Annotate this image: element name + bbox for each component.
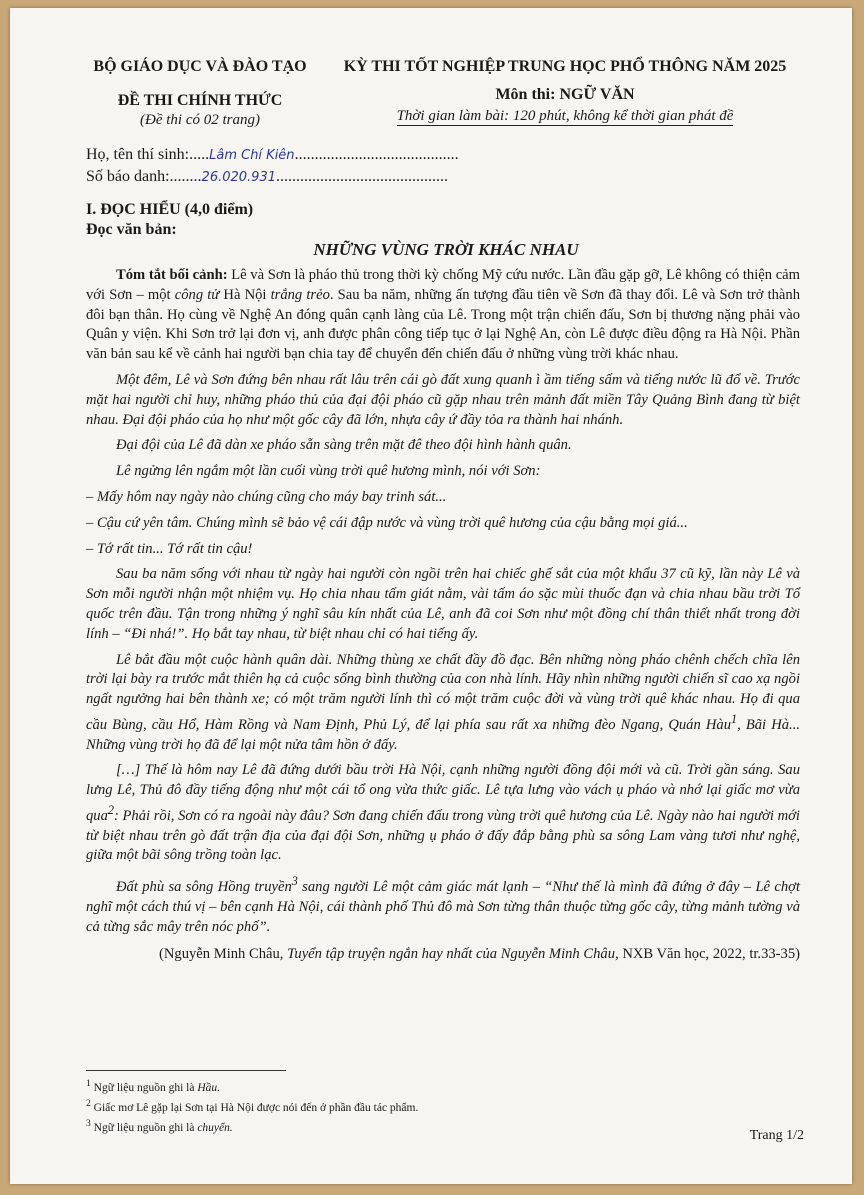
paragraph-10a: Đất phù sa sông Hồng truyền — [116, 879, 292, 896]
candidate-name-label: Họ, tên thí sinh:..... — [86, 146, 210, 163]
header-right — [330, 58, 800, 126]
summary-paragraph — [86, 266, 800, 365]
passage-title: NHỮNG VÙNG TRỜI KHÁC NHAU — [313, 240, 579, 259]
summary-italic-a: công tử — [174, 286, 220, 303]
footnote-2: $^2$ Giấc mơ Lê gặp lại Sơn tại Hà Nội được nói đến ở phần đầu tác phẩm. — [86, 1097, 419, 1114]
summary-text-b: Hà Nội — [219, 286, 271, 303]
paragraph-9b: : Phải rồi, Sơn có ra ngoài này đâu? Sơn đang chiến đấu trong vùng trời quê hương của Lê. Ngày nào hai người mới từ biệt nhau trên gò đất trận địa của đại đội Sơn, những ụ pháo ở đấy đắp bằng phù sa sông Lam vàng tươi như nghệ, giữa một bãi sông trồng toàn lạc. — [86, 807, 800, 864]
paragraph-6: – Tớ rất tin... Tớ rất tin cậu! — [86, 540, 253, 557]
official-label: ĐỀ THI CHÍNH THỨC — [117, 92, 283, 109]
footnote-1-text: Ngữ liệu nguồn ghi là — [93, 1081, 198, 1094]
paragraph-9: […] Thế là hôm nay Lê đã đứng dưới bầu trời Hà Nội, cạnh những người đồng đội mới và cũ. Trời gần sáng. Sau lưng Lê, Thủ đô đầy tiếng động như một cái tổ ong vừa thức giấc. Lê tựa lưng vào vách ụ pháo và nhớ lại giấc mơ vừa qua$^2$: Phải rồi, Sơn có ra ngoài này đâu? Sơn đang chiến đấu trong vùng trời quê hương của Lê. Ngày nào hai người mới từ biệt nhau trên gò đất trận địa của đại đội Sơn, những ụ pháo ở đấy đắp bằng phù sa sông Lam vàng tươi như nghệ, giữa một bãi sông trồng toàn lạc. — [86, 762, 800, 864]
candidate-name-line — [86, 146, 459, 164]
summary-italic-b: trắng trẻo — [270, 286, 330, 303]
section-heading: I. ĐỌC HIỂU (4,0 điểm) — [86, 201, 254, 218]
header-left — [80, 58, 320, 129]
paragraph-8a: Lê bắt đầu một cuộc hành quân dài. Những thùng xe chất đầy đồ đạc. Bên những nòng pháo chênh chếch chĩa lên trời lại bày ra trước mắt thiên hạ cả cuộc sống bình thường của con nhà lính. Hãy nhìn những người chiến sĩ cao xạ ngồi ngất ngưởng hai bên thành xe; có một trăm người lính thì có một trăm cuộc đời và vùng trời quê khác nhau. Họ đi qua cầu Bùng, cầu Hổ, Hàm Rồng và Nam Định, Phủ Lý, để lại phía sau rất xa những đèo Ngang, Quán Hàu — [86, 651, 800, 733]
paragraph-9a: […] Thế là hôm nay Lê đã đứng dưới bầu trời Hà Nội, cạnh những người đồng đội mới và cũ. Trời gần sáng. Sau lưng Lê, Thủ đô đầy tiếng động như một cái tổ ong vừa thức giấc. Lê tựa lưng vào vách ụ pháo và nhớ lại giấc mơ vừa qua — [86, 762, 800, 824]
passage-body — [86, 266, 800, 971]
candidate-id-label: Số báo danh:........ — [86, 168, 202, 185]
footnote-3: $^3$ Ngữ liệu nguồn ghi là chuyển. — [86, 1117, 233, 1134]
paragraph-10b: sang người Lê một cảm giác mát lạnh – “Như thế là mình đã đứng ở đây – Lê chợt nghĩ một cách thú vị – bên cạnh Hà Nội, cái thành phố Thủ đô mà Sơn từng thân thuộc từng gốc cây, từng mảnh tường và cả từng sắc mây trên nóc phố”. — [86, 879, 800, 935]
footnote-divider — [86, 1070, 286, 1071]
candidate-name-value: Lâm Chí Kiên — [209, 148, 295, 163]
paragraph-1: Một đêm, Lê và Sơn đứng bên nhau rất lâu trên cái gò đất xung quanh ì ầm tiếng sấm và tiếng nước lũ đổ về. Trước mặt hai người chỉ huy, những pháo thủ của đại đội pháo cũ gặp nhau trên mảnh đất miền Tây Quảng Bình đang từ biệt nhau. Đại đội pháo của họ như một gốc cây đã lớn, nhựa cây ứ đầy tỏa ra thành hai nhánh. — [86, 371, 800, 428]
paragraph-4: – Mấy hôm nay ngày nào chúng cũng cho máy bay trinh sát... — [86, 488, 447, 505]
footnote-2-text: Giấc mơ Lê gặp lại Sơn tại Hà Nội được nói đến ở phần đầu tác phẩm. — [93, 1101, 419, 1114]
footnote-3-text: Ngữ liệu nguồn ghi là — [93, 1121, 198, 1134]
paragraph-2: Đại đội của Lê đã dàn xe pháo sẵn sàng trên mặt đê theo đội hình hành quân. — [116, 437, 572, 454]
paragraph-5: – Cậu cứ yên tâm. Chúng mình sẽ bảo vệ cái đập nước và vùng trời quê hương của cậu bằng mọi giá... — [86, 514, 688, 531]
section-subheading: Đọc văn bản: — [86, 221, 177, 238]
paragraph-7: Sau ba năm sống với nhau từ ngày hai người còn ngồi trên hai chiếc ghế sắt của một khẩu 37 cũ kỹ, lần này Lê và Sơn mỗi người nhận một nhiệm vụ. Họ chia nhau tấm giát nằm, vài tấm áo sặc mùi thuốc đạn và chia nhau bầu trời Tổ quốc trên đầu. Tận trong những ý nghĩ sâu kín nhất của Lê, anh đã coi Sơn như một đồng chí thân thiết nhất trong đời lính – “Đi nhá!”. Họ bắt tay nhau, từ biệt nhau chỉ có hai tiếng ấy. — [86, 566, 800, 642]
candidate-name-dots: ......................................... — [294, 146, 459, 163]
footnote-1-italic: Hầu. — [197, 1081, 221, 1094]
source-author: (Nguyễn Minh Châu, — [159, 946, 288, 963]
pages-note: (Đề thi có 02 trang) — [140, 112, 260, 128]
candidate-id-dots: ........................................... — [275, 168, 448, 185]
summary-label: Tóm tắt bối cảnh: — [116, 267, 228, 283]
candidate-id-value: 26.020.931 — [201, 170, 276, 185]
summary-text-c: . Sau ba năm, những ấn tượng đầu tiên về Sơn đã thay đổi. Lê và Sơn trở thành đôi bạn thân. Họ cùng về Nghệ An đóng quân cạnh làng của Lê. Trong một trận chiến đấu, Sơn bị thương nặng phải vào Quân y viện. Khi Sơn trở lại đơn vị, anh được phân công tiếp tục ở lại Nghệ An, còn Lê được điều động ra Hà Nội. Phần văn bản sau kể về cảnh hai người bạn chia tay để chuyển đến chiến đấu ở những vùng trời khác nhau. — [86, 286, 801, 363]
summary-text-a: Lê và Sơn là pháo thủ trong thời kỳ chống Mỹ cứu nước. Lần đầu gặp gỡ, Lê không có thiện cảm với Sơn – một — [86, 267, 801, 303]
time-note — [330, 108, 800, 126]
paragraph-8b: , Bãi Hà... Những vùng trời họ đã để lại một nửa tâm hồn ở đấy. — [86, 716, 800, 753]
paragraph-8: Lê bắt đầu một cuộc hành quân dài. Những thùng xe chất đầy đồ đạc. Bên những nòng pháo chênh chếch chĩa lên trời lại bày ra trước mắt thiên hạ cả cuộc sống bình thường của con nhà lính. Hãy nhìn những người chiến sĩ cao xạ ngồi ngất ngưởng hai bên thành xe; có một trăm người lính thì có một trăm cuộc đời và vùng trời quê khác nhau. Họ đi qua cầu Bùng, cầu Hổ, Hàm Rồng và Nam Định, Phủ Lý, để lại phía sau rất xa những đèo Ngang, Quán Hàu$^1$, Bãi Hà... Những vùng trời họ đã để lại một nửa tâm hồn ở đấy. — [86, 651, 800, 753]
source-book: Tuyển tập truyện ngắn hay nhất của Nguyễn Minh Châu — [287, 946, 616, 963]
footnote-3-italic: chuyển. — [197, 1121, 233, 1134]
ministry-name: BỘ GIÁO DỤC VÀ ĐÀO TẠO — [93, 58, 307, 75]
candidate-id-line — [86, 168, 448, 186]
exam-name: KỲ THI TỐT NGHIỆP TRUNG HỌC PHỔ THÔNG NĂM 2025 — [343, 58, 787, 75]
source-publisher: , NXB Văn học, 2022, tr.33-35) — [615, 946, 800, 963]
time-text: Thời gian làm bài: 120 phút, không kể thời gian phát đề — [396, 108, 734, 124]
footnote-1: $^1$ Ngữ liệu nguồn ghi là Hầu. — [86, 1078, 221, 1094]
footnotes — [86, 1076, 418, 1135]
paragraph-3: Lê ngửng lên ngắm một lần cuối vùng trời quê hương mình, nói với Sơn: — [116, 463, 541, 480]
paragraph-10: Đất phù sa sông Hồng truyền$^3$ sang người Lê một cảm giác mát lạnh – “Như thế là mình đã đứng ở đây – Lê chợt nghĩ một cách thú vị – bên cạnh Hà Nội, cái thành phố Thủ đô mà Sơn từng thân thuộc từng gốc cây, từng mảnh tường và cả từng sắc mây trên nóc phố”. — [86, 874, 800, 935]
subject-label: Môn thi: NGỮ VĂN — [495, 86, 635, 103]
source-citation — [86, 945, 800, 965]
page-number: Trang 1/2 — [749, 1128, 804, 1143]
